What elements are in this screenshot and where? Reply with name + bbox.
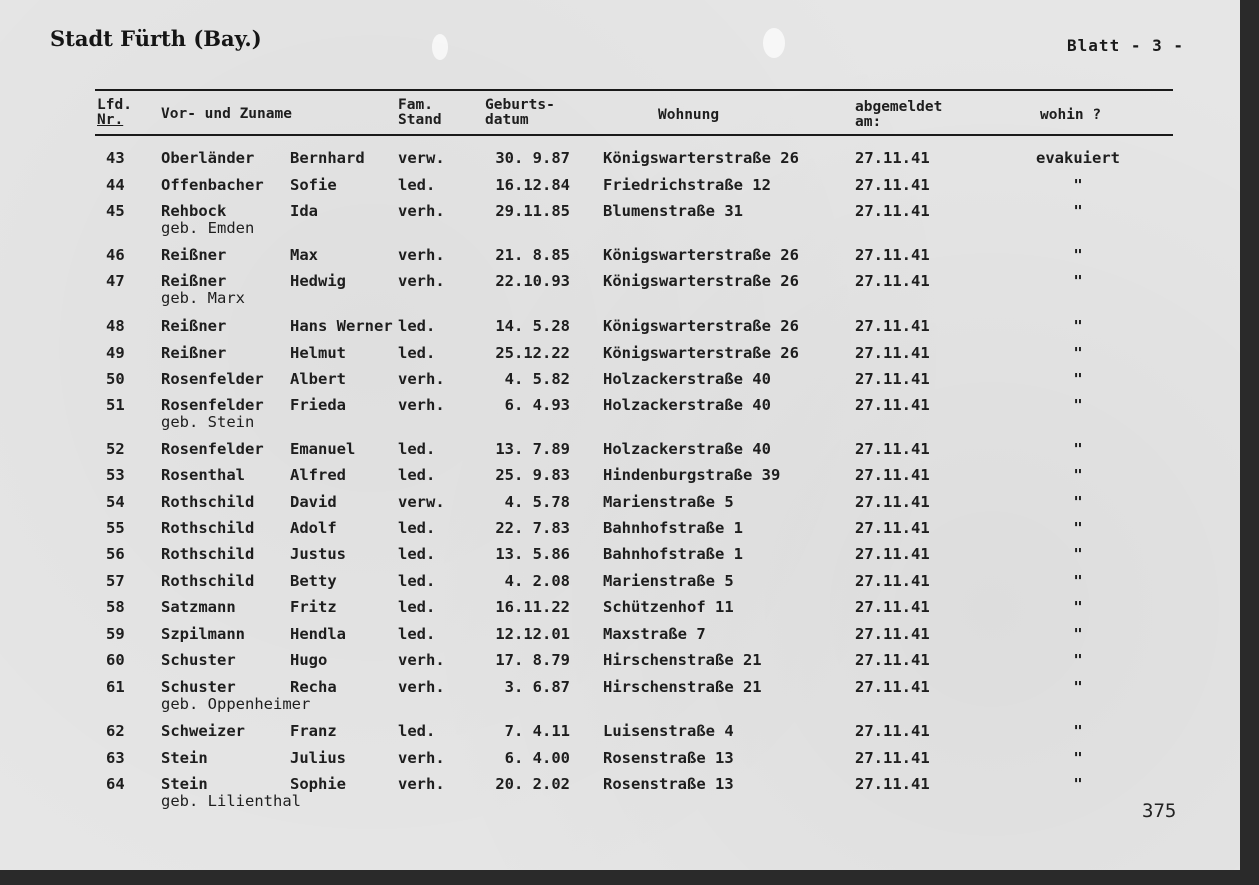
header-address: Wohnung xyxy=(658,107,720,123)
birth-date: 21. 8.85 xyxy=(495,246,570,264)
row-number: 47 xyxy=(106,272,125,290)
deregistered-date: 27.11.41 xyxy=(855,519,930,537)
maiden-name: geb. Lilienthal xyxy=(161,792,301,810)
family-status: led. xyxy=(398,344,436,362)
birth-date: 22.10.93 xyxy=(495,272,570,290)
header-stand-line1: Fam. xyxy=(398,97,433,113)
header-destination: wohin ? xyxy=(1040,107,1102,123)
first-name: Emanuel xyxy=(290,440,356,458)
family-status: led. xyxy=(398,598,436,616)
address: Friedrichstraße 12 xyxy=(603,176,771,194)
destination: " xyxy=(1073,440,1083,458)
row-number: 43 xyxy=(106,149,125,167)
family-status: led. xyxy=(398,572,436,590)
surname: Szpilmann xyxy=(161,625,245,643)
deregistered-date: 27.11.41 xyxy=(855,466,930,484)
surname: Rosenfelder xyxy=(161,396,264,414)
surname: Rothschild xyxy=(161,493,255,511)
surname: Satzmann xyxy=(161,598,236,616)
header-rule-bottom xyxy=(95,134,1173,136)
family-status: led. xyxy=(398,466,436,484)
surname: Offenbacher xyxy=(161,176,264,194)
row-number: 58 xyxy=(106,598,125,616)
header-rule-top xyxy=(95,89,1173,91)
table-row xyxy=(0,273,1240,313)
address: Bahnhofstraße 1 xyxy=(603,519,743,537)
header-date-line2: datum xyxy=(485,112,529,128)
birth-date: 13. 5.86 xyxy=(495,545,570,563)
deregistered-date: 27.11.41 xyxy=(855,493,930,511)
deregistered-date: 27.11.41 xyxy=(855,545,930,563)
family-status: led. xyxy=(398,317,436,335)
surname: Reißner xyxy=(161,344,227,362)
table-row xyxy=(0,397,1240,437)
first-name: Hendla xyxy=(290,625,346,643)
deregistered-date: 27.11.41 xyxy=(855,775,930,793)
address: Rosenstraße 13 xyxy=(603,749,734,767)
family-status: led. xyxy=(398,625,436,643)
header-date xyxy=(485,98,555,128)
row-number: 62 xyxy=(106,722,125,740)
table-row xyxy=(0,203,1240,243)
birth-date: 12.12.01 xyxy=(495,625,570,643)
first-name: Julius xyxy=(290,749,346,767)
destination: " xyxy=(1073,493,1083,511)
page-number: 375 xyxy=(1142,800,1177,822)
first-name: Helmut xyxy=(290,344,346,362)
surname: Rothschild xyxy=(161,545,255,563)
surname: Schweizer xyxy=(161,722,245,740)
address: Hirschenstraße 21 xyxy=(603,651,762,669)
address: Holzackerstraße 40 xyxy=(603,370,771,388)
birth-date: 22. 7.83 xyxy=(495,519,570,537)
family-status: verh. xyxy=(398,272,445,290)
surname: Stein xyxy=(161,775,208,793)
first-name: Recha xyxy=(290,678,337,696)
row-number: 45 xyxy=(106,202,125,220)
surname: Reißner xyxy=(161,317,227,335)
destination: " xyxy=(1073,396,1083,414)
first-name: Frieda xyxy=(290,396,346,414)
destination: " xyxy=(1073,370,1083,388)
destination: " xyxy=(1073,176,1083,194)
first-name: Betty xyxy=(290,572,337,590)
first-name: Fritz xyxy=(290,598,337,616)
destination: evakuiert xyxy=(1036,149,1120,167)
surname: Oberländer xyxy=(161,149,255,167)
family-status: led. xyxy=(398,176,436,194)
address: Königswarterstraße 26 xyxy=(603,344,799,362)
row-number: 49 xyxy=(106,344,125,362)
first-name: Justus xyxy=(290,545,346,563)
family-status: verh. xyxy=(398,370,445,388)
address: Holzackerstraße 40 xyxy=(603,440,771,458)
address: Maxstraße 7 xyxy=(603,625,706,643)
destination: " xyxy=(1073,246,1083,264)
row-number: 60 xyxy=(106,651,125,669)
first-name: Adolf xyxy=(290,519,337,537)
header-nr-line2: Nr. xyxy=(97,112,124,128)
address: Königswarterstraße 26 xyxy=(603,246,799,264)
birth-date: 20. 2.02 xyxy=(495,775,570,793)
family-status: led. xyxy=(398,545,436,563)
birth-date: 16.12.84 xyxy=(495,176,570,194)
first-name: Sofie xyxy=(290,176,337,194)
deregistered-date: 27.11.41 xyxy=(855,317,930,335)
address: Hirschenstraße 21 xyxy=(603,678,762,696)
family-status: verw. xyxy=(398,149,445,167)
surname: Rosenfelder xyxy=(161,370,264,388)
address: Blumenstraße 31 xyxy=(603,202,743,220)
birth-date: 25. 9.83 xyxy=(495,466,570,484)
surname: Rehbock xyxy=(161,202,227,220)
deregistered-date: 27.11.41 xyxy=(855,678,930,696)
deregistered-date: 27.11.41 xyxy=(855,149,930,167)
deregistered-date: 27.11.41 xyxy=(855,572,930,590)
table-row xyxy=(0,776,1240,816)
sheet-number: Blatt - 3 - xyxy=(1067,36,1184,55)
surname: Schuster xyxy=(161,678,236,696)
first-name: Alfred xyxy=(290,466,346,484)
header-stand-line2: Stand xyxy=(398,112,442,128)
maiden-name: geb. Emden xyxy=(161,219,255,237)
address: Luisenstraße 4 xyxy=(603,722,734,740)
first-name: Hugo xyxy=(290,651,328,669)
header-date-line1: Geburts- xyxy=(485,97,555,113)
first-name: Albert xyxy=(290,370,346,388)
first-name: Franz xyxy=(290,722,337,740)
first-name: Sophie xyxy=(290,775,346,793)
address: Bahnhofstraße 1 xyxy=(603,545,743,563)
destination: " xyxy=(1073,317,1083,335)
surname: Reißner xyxy=(161,272,227,290)
paper-blot xyxy=(432,34,448,60)
destination: " xyxy=(1073,678,1083,696)
destination: " xyxy=(1073,344,1083,362)
birth-date: 25.12.22 xyxy=(495,344,570,362)
family-status: led. xyxy=(398,722,436,740)
destination: " xyxy=(1073,598,1083,616)
destination: " xyxy=(1073,202,1083,220)
row-number: 63 xyxy=(106,749,125,767)
destination: " xyxy=(1073,545,1083,563)
row-number: 56 xyxy=(106,545,125,563)
family-status: verh. xyxy=(398,396,445,414)
paper-blot xyxy=(763,28,785,58)
deregistered-date: 27.11.41 xyxy=(855,344,930,362)
row-number: 64 xyxy=(106,775,125,793)
row-number: 54 xyxy=(106,493,125,511)
family-status: verh. xyxy=(398,775,445,793)
deregistered-date: 27.11.41 xyxy=(855,246,930,264)
birth-date: 17. 8.79 xyxy=(495,651,570,669)
deregistered-date: 27.11.41 xyxy=(855,202,930,220)
address: Hindenburgstraße 39 xyxy=(603,466,781,484)
destination: " xyxy=(1073,625,1083,643)
destination: " xyxy=(1073,519,1083,537)
surname: Rothschild xyxy=(161,519,255,537)
destination: " xyxy=(1073,651,1083,669)
row-number: 57 xyxy=(106,572,125,590)
birth-date: 16.11.22 xyxy=(495,598,570,616)
birth-date: 14. 5.28 xyxy=(495,317,570,335)
table-row xyxy=(0,679,1240,719)
family-status: led. xyxy=(398,519,436,537)
row-number: 61 xyxy=(106,678,125,696)
surname: Rothschild xyxy=(161,572,255,590)
page-title: Stadt Fürth (Bay.) xyxy=(50,26,262,51)
header-deregistered-line1: abgemeldet xyxy=(855,99,943,115)
deregistered-date: 27.11.41 xyxy=(855,625,930,643)
deregistered-date: 27.11.41 xyxy=(855,370,930,388)
deregistered-date: 27.11.41 xyxy=(855,396,930,414)
address: Königswarterstraße 26 xyxy=(603,149,799,167)
family-status: verh. xyxy=(398,678,445,696)
row-number: 51 xyxy=(106,396,125,414)
deregistered-date: 27.11.41 xyxy=(855,722,930,740)
destination: " xyxy=(1073,466,1083,484)
birth-date: 6. 4.93 xyxy=(504,396,570,414)
birth-date: 3. 6.87 xyxy=(504,678,570,696)
deregistered-date: 27.11.41 xyxy=(855,176,930,194)
header-deregistered xyxy=(855,100,942,130)
header-name: Vor- und Zuname xyxy=(161,106,292,122)
address: Schützenhof 11 xyxy=(603,598,734,616)
birth-date: 30. 9.87 xyxy=(495,149,570,167)
surname: Stein xyxy=(161,749,208,767)
family-status: verw. xyxy=(398,493,445,511)
address: Königswarterstraße 26 xyxy=(603,272,799,290)
header-deregistered-line2: am: xyxy=(855,114,882,130)
maiden-name: geb. Oppenheimer xyxy=(161,695,311,713)
first-name: Max xyxy=(290,246,318,264)
row-number: 46 xyxy=(106,246,125,264)
header-nr xyxy=(97,98,132,128)
address: Königswarterstraße 26 xyxy=(603,317,799,335)
birth-date: 7. 4.11 xyxy=(504,722,570,740)
family-status: verh. xyxy=(398,651,445,669)
surname: Reißner xyxy=(161,246,227,264)
destination: " xyxy=(1073,272,1083,290)
deregistered-date: 27.11.41 xyxy=(855,749,930,767)
destination: " xyxy=(1073,722,1083,740)
first-name: Ida xyxy=(290,202,318,220)
address: Rosenstraße 13 xyxy=(603,775,734,793)
family-status: led. xyxy=(398,440,436,458)
deregistered-date: 27.11.41 xyxy=(855,651,930,669)
deregistered-date: 27.11.41 xyxy=(855,272,930,290)
first-name: Hans Werner xyxy=(290,317,393,335)
header-nr-line1: Lfd. xyxy=(97,97,132,113)
destination: " xyxy=(1073,749,1083,767)
row-number: 55 xyxy=(106,519,125,537)
maiden-name: geb. Stein xyxy=(161,413,255,431)
address: Marienstraße 5 xyxy=(603,572,734,590)
surname: Rosenthal xyxy=(161,466,245,484)
deregistered-date: 27.11.41 xyxy=(855,598,930,616)
family-status: verh. xyxy=(398,749,445,767)
row-number: 53 xyxy=(106,466,125,484)
row-number: 52 xyxy=(106,440,125,458)
first-name: Bernhard xyxy=(290,149,365,167)
address: Marienstraße 5 xyxy=(603,493,734,511)
row-number: 59 xyxy=(106,625,125,643)
birth-date: 13. 7.89 xyxy=(495,440,570,458)
address: Holzackerstraße 40 xyxy=(603,396,771,414)
first-name: Hedwig xyxy=(290,272,346,290)
surname: Rosenfelder xyxy=(161,440,264,458)
birth-date: 4. 2.08 xyxy=(504,572,570,590)
destination: " xyxy=(1073,572,1083,590)
header-stand xyxy=(398,98,442,128)
birth-date: 29.11.85 xyxy=(495,202,570,220)
family-status: verh. xyxy=(398,202,445,220)
maiden-name: geb. Marx xyxy=(161,289,245,307)
destination: " xyxy=(1073,775,1083,793)
birth-date: 4. 5.78 xyxy=(504,493,570,511)
birth-date: 6. 4.00 xyxy=(504,749,570,767)
first-name: David xyxy=(290,493,337,511)
row-number: 50 xyxy=(106,370,125,388)
birth-date: 4. 5.82 xyxy=(504,370,570,388)
surname: Schuster xyxy=(161,651,236,669)
deregistered-date: 27.11.41 xyxy=(855,440,930,458)
row-number: 44 xyxy=(106,176,125,194)
row-number: 48 xyxy=(106,317,125,335)
family-status: verh. xyxy=(398,246,445,264)
